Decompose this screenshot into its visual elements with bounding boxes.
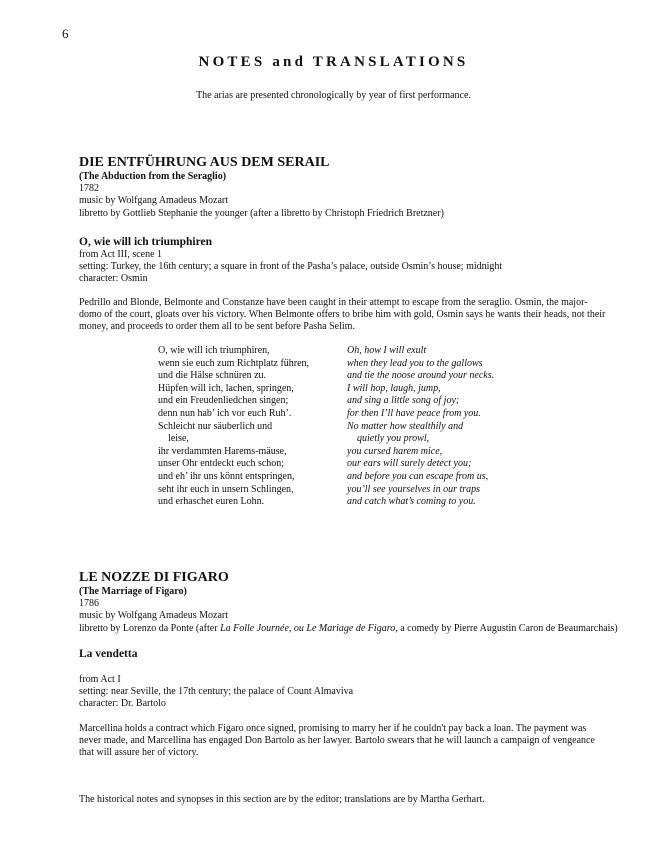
page-number: 6: [62, 26, 69, 41]
aria-title: O, wie will ich triumphiren: [79, 236, 212, 248]
page-title: NOTES and TRANSLATIONS: [198, 54, 469, 70]
german-line: Hüpfen will ich, lachen, springen,: [158, 382, 294, 394]
german-line: denn nun hab’ ich vor euch Ruh’.: [158, 407, 292, 419]
german-text-column: [158, 345, 309, 509]
english-line: Oh, how I will exult: [347, 345, 427, 356]
english-line: quietly you prowl,: [357, 433, 430, 445]
aria-synopsis: Pedrillo and Blonde, Belmonte and Constanze have been caught in their attempt to escape from the seraglio. Osmin, the major-domo of the court, gloats over his victory. When Belmonte offers to bribe him with gold, Osmin says he wants their heads, not their money, and proceeds to order them all to be sent before Pasha Selim.: [79, 297, 606, 333]
opera-composer: music by Wolfgang Amadeus Mozart: [79, 195, 228, 207]
footer-credits: The historical notes and synopses in this section are by the editor; translations are by Martha Gerhart.: [79, 794, 485, 805]
opera-librettist: [79, 623, 639, 635]
english-line: you cursed harem mice,: [347, 445, 443, 457]
opera-section-entfuhrung: [79, 155, 619, 220]
aria-act: from Act I: [79, 674, 121, 685]
source-work-title: La Folle Journée, ou Le Mariage de Figaro: [220, 622, 396, 634]
german-line: und eh’ ihr uns könnt entspringen,: [158, 470, 295, 482]
german-line: unser Ohr entdeckt euch schon;: [158, 458, 285, 470]
aria-title: La vendetta: [79, 648, 138, 660]
aria-character: character: Osmin: [79, 273, 148, 285]
english-line: for then I’ll have peace from you.: [347, 407, 481, 419]
aria-section-vendetta: [79, 647, 619, 661]
english-line: I will hop, laugh, jump,: [347, 382, 441, 394]
english-line: and before you can escape from us,: [347, 470, 489, 482]
opera-year: 1786: [79, 598, 99, 610]
opera-section-figaro: [79, 570, 639, 635]
aria-setting: setting: near Seville, the 17th century; the palace of Count Almaviva: [79, 686, 354, 698]
aria-synopsis: Marcellina holds a contract which Figaro once signed, promising to marry her if he couldn't pay back a loan. The payment was never made, and Marcellina has engaged Don Bartolo as her lawyer. Bartolo swears that he will launch a campaign of vengeance that will assure her of victory.: [79, 723, 595, 759]
english-line: when they lead you to the gallows: [347, 357, 483, 369]
german-line: seht ihr euch in unsern Schlingen,: [158, 483, 294, 495]
aria-setting: setting: Turkey, the 16th century; a square in front of the Pasha’s palace, outside Osmin’s house; midnight: [79, 261, 503, 273]
aria-act: from Act III, scene 1: [79, 249, 163, 260]
german-line: und die Hälse schnüren zu.: [158, 370, 267, 382]
opera-english-title: (The Abduction from the Seraglio): [79, 171, 227, 182]
opera-librettist: libretto by Gottlieb Stephanie the younger (after a libretto by Christoph Friedrich Bretzner): [79, 207, 444, 219]
german-line: Schleicht nur säuberlich und: [158, 420, 273, 432]
aria-details-vendetta: [79, 674, 619, 711]
german-line: O, wie will ich triumphiren,: [158, 345, 270, 356]
librettist-suffix: , a comedy by Pierre Augustin Caron de Beaumarchais): [395, 622, 618, 634]
opera-year: 1782: [79, 183, 99, 195]
opera-title: DIE ENTFÜHRUNG AUS DEM SERAIL: [79, 155, 330, 170]
german-line: und ein Freudenliedchen singen;: [158, 395, 289, 407]
english-line: you’ll see yourselves in our traps: [347, 483, 481, 495]
english-line: No matter how stealthily and: [347, 420, 464, 432]
aria-section-triumphiren: [79, 235, 619, 286]
english-line: and tie the noose around your necks.: [347, 370, 495, 382]
english-line: our ears will surely detect you;: [347, 458, 472, 470]
german-line: ihr verdammten Harems-mäuse,: [158, 445, 287, 457]
opera-title: LE NOZZE DI FIGARO: [79, 570, 229, 585]
german-line: und erhaschet euren Lohn.: [158, 496, 265, 508]
opera-composer: music by Wolfgang Amadeus Mozart: [79, 610, 228, 622]
librettist-prefix: libretto by Lorenzo da Ponte (after: [79, 622, 221, 634]
opera-english-title: (The Marriage of Figaro): [79, 586, 187, 597]
english-translation-column: [347, 345, 494, 509]
aria-character: character: Dr. Bartolo: [79, 698, 166, 710]
german-line: leise,: [168, 433, 189, 445]
aria-synopsis-block: [79, 723, 609, 760]
english-line: and catch what’s coming to you.: [347, 496, 476, 508]
english-line: and sing a little song of joy;: [347, 395, 460, 407]
page-subtitle: The arias are presented chronologically by year of first performance.: [196, 90, 471, 101]
german-line: wenn sie euch zum Richtplatz führen,: [158, 357, 310, 369]
aria-synopsis-block: [79, 297, 609, 334]
